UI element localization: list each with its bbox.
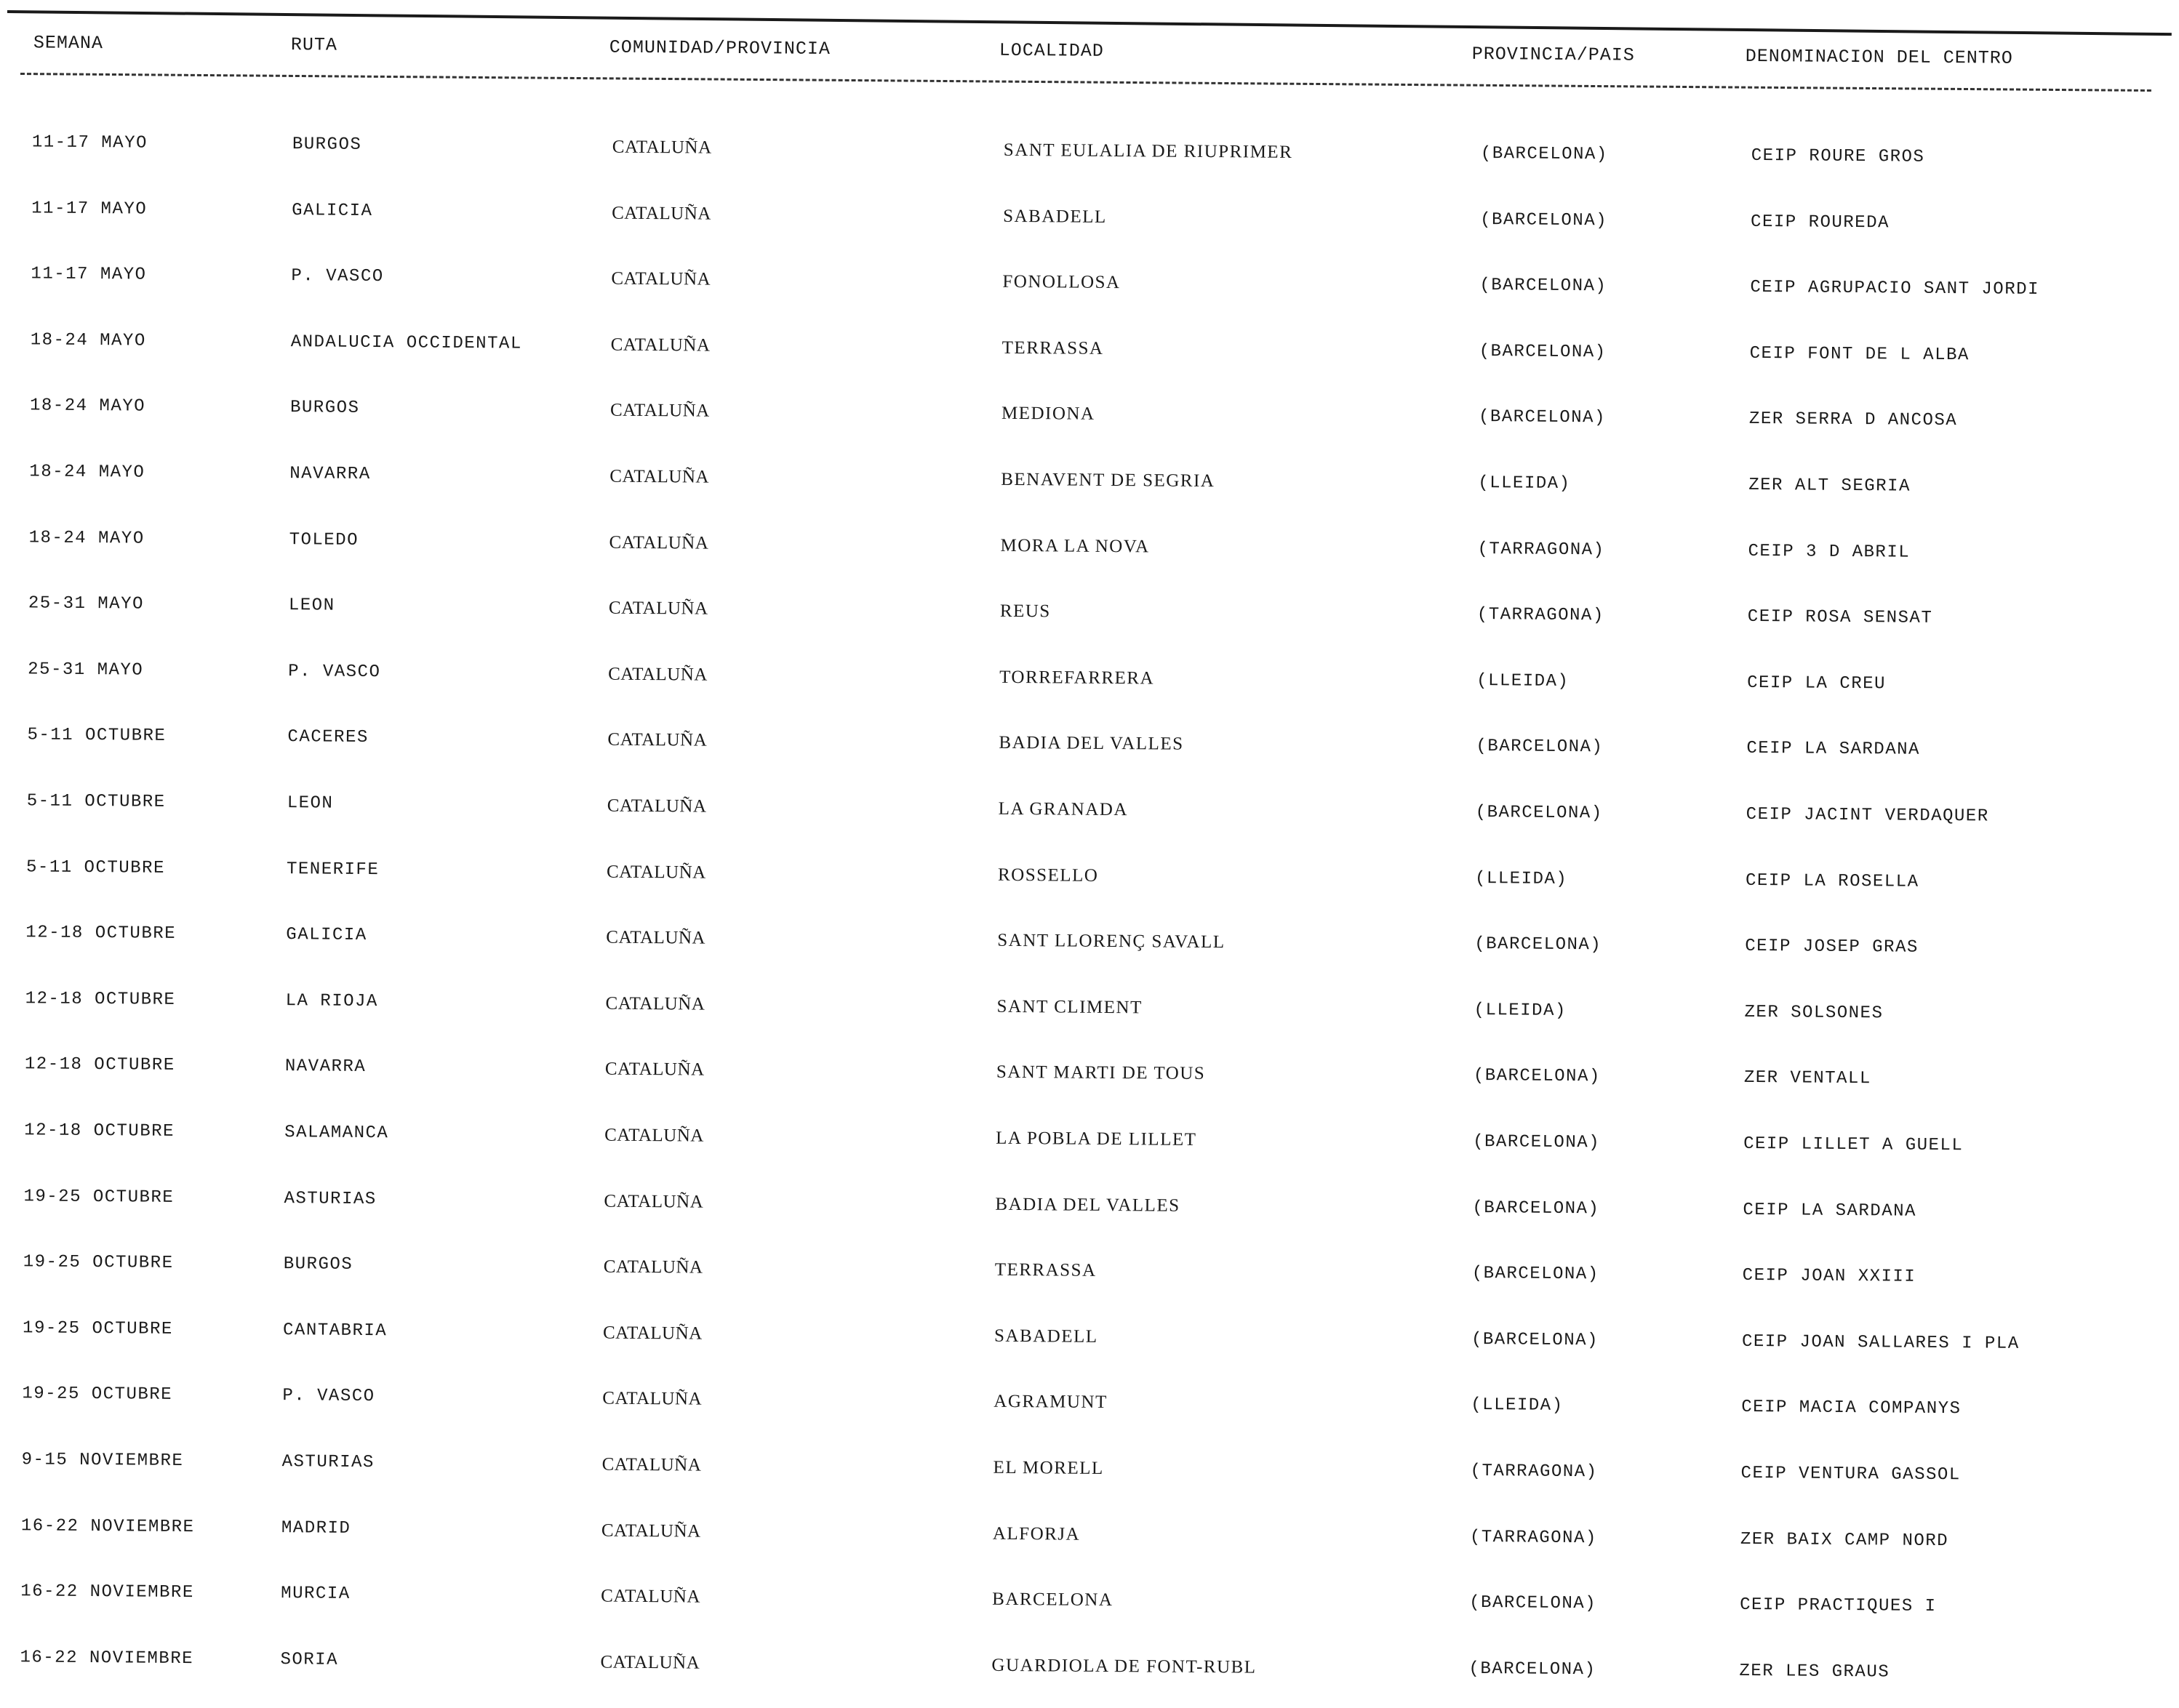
cell-centro: CEIP VENTURA GASSOL <box>1740 1463 1961 1486</box>
table-row <box>0 725 2175 786</box>
cell-comunidad: CATALUÑA <box>606 927 706 948</box>
cell-semana: 9-15 NOVIEMBRE <box>21 1450 184 1472</box>
table-row <box>0 330 2178 391</box>
cell-semana: 16-22 NOVIEMBRE <box>20 1515 195 1537</box>
table-row <box>0 462 2176 523</box>
cell-ruta: LA RIOJA <box>285 990 378 1011</box>
cell-comunidad: CATALUÑA <box>607 795 707 817</box>
cell-semana: 19-25 OCTUBRE <box>22 1384 173 1406</box>
cell-comunidad: CATALUÑA <box>601 1586 701 1607</box>
cell-localidad: TORREFARRERA <box>999 667 1155 689</box>
table-body <box>0 132 2179 1705</box>
table-row <box>0 1648 2167 1708</box>
cell-provincia: (BARCELONA) <box>1479 341 1607 363</box>
cell-semana: 19-25 OCTUBRE <box>23 1252 174 1274</box>
cell-centro: CEIP 3 D ABRIL <box>1748 541 1911 563</box>
cell-localidad: SANT LLORENÇ SAVALL <box>997 930 1226 953</box>
cell-comunidad: CATALUÑA <box>608 598 708 619</box>
cell-localidad: BENAVENT DE SEGRIA <box>1001 469 1215 492</box>
cell-centro: CEIP ROURE GROS <box>1751 145 1925 167</box>
table-row <box>0 593 2175 654</box>
cell-centro: CEIP MACIA COMPANYS <box>1741 1398 1962 1419</box>
cell-localidad: SANT MARTI DE TOUS <box>996 1062 1206 1084</box>
cell-comunidad: CATALUÑA <box>602 1388 703 1410</box>
cell-ruta: ASTURIAS <box>281 1452 375 1473</box>
header-ruta: RUTA <box>290 34 338 56</box>
cell-centro: CEIP LA SARDANA <box>1743 1200 1917 1222</box>
table-row <box>0 528 2176 589</box>
cell-localidad: REUS <box>999 601 1051 622</box>
cell-provincia: (LLEIDA) <box>1474 868 1568 889</box>
table-row <box>0 1581 2167 1643</box>
cell-localidad: SABADELL <box>993 1326 1098 1347</box>
cell-localidad: LA POBLA DE LILLET <box>996 1128 1197 1150</box>
cell-semana: 12-18 OCTUBRE <box>25 923 177 945</box>
table-row <box>0 1252 2170 1313</box>
cell-ruta: BURGOS <box>289 398 360 419</box>
cell-semana: 5-11 OCTUBRE <box>25 857 165 878</box>
cell-localidad: SANT EULALIA DE RIUPRIMER <box>1003 140 1293 162</box>
table-row <box>0 1120 2171 1182</box>
table-row <box>0 791 2174 852</box>
cell-ruta: NAVARRA <box>289 464 371 485</box>
cell-provincia: (BARCELONA) <box>1471 1264 1599 1285</box>
cell-comunidad: CATALUÑA <box>608 664 708 685</box>
cell-localidad: MEDIONA <box>1001 404 1095 425</box>
header-provincia: PROVINCIA/PAIS <box>1471 43 1635 66</box>
cell-semana: 25-31 MAYO <box>28 659 144 681</box>
cell-centro: ZER BAIX CAMP NORD <box>1740 1529 1949 1551</box>
cell-localidad: ALFORJA <box>992 1523 1081 1544</box>
header-comunidad: COMUNIDAD/PROVINCIA <box>609 36 831 60</box>
cell-semana: 12-18 OCTUBRE <box>24 1054 175 1076</box>
table-row <box>0 923 2172 984</box>
cell-provincia: (BARCELONA) <box>1471 1329 1599 1351</box>
cell-ruta: LEON <box>288 596 335 616</box>
cell-localidad: FONOLLOSA <box>1002 272 1121 293</box>
cell-localidad: TERRASSA <box>994 1259 1097 1281</box>
cell-centro: ZER SOLSONES <box>1744 1002 1884 1024</box>
cell-centro: CEIP ROSA SENSAT <box>1747 607 1933 629</box>
cell-localidad: LA GRANADA <box>998 798 1129 820</box>
cell-semana: 16-22 NOVIEMBRE <box>20 1581 194 1603</box>
cell-centro: CEIP JOAN SALLARES I PLA <box>1741 1331 2020 1354</box>
table-row <box>0 1187 2171 1248</box>
cell-provincia: (BARCELONA) <box>1480 209 1608 230</box>
cell-provincia: (TARRAGONA) <box>1476 605 1604 626</box>
cell-centro: CEIP LA CREU <box>1747 673 1887 694</box>
cell-ruta: NAVARRA <box>284 1057 367 1078</box>
cell-comunidad: CATALUÑA <box>609 400 710 422</box>
table-row <box>0 659 2175 721</box>
cell-ruta: TENERIFE <box>286 859 380 880</box>
table-row <box>0 132 2179 193</box>
cell-provincia: (BARCELONA) <box>1478 407 1607 428</box>
cell-localidad: BADIA DEL VALLES <box>999 733 1184 755</box>
cell-provincia: (BARCELONA) <box>1476 737 1604 758</box>
cell-provincia: (TARRAGONA) <box>1469 1527 1597 1548</box>
cell-ruta: P. VASCO <box>288 661 381 682</box>
cell-ruta: GALICIA <box>292 200 373 221</box>
cell-comunidad: CATALUÑA <box>612 137 712 158</box>
cell-comunidad: CATALUÑA <box>604 1191 704 1212</box>
cell-semana: 11-17 MAYO <box>31 198 148 220</box>
cell-provincia: (BARCELONA) <box>1475 802 1603 824</box>
cell-semana: 19-25 OCTUBRE <box>23 1186 175 1208</box>
table-row <box>0 396 2177 457</box>
cell-localidad: ROSSELLO <box>997 865 1099 886</box>
cell-centro: ZER VENTALL <box>1743 1068 1871 1089</box>
cell-provincia: (LLEIDA) <box>1474 1000 1567 1021</box>
cell-semana: 18-24 MAYO <box>30 330 146 351</box>
cell-centro: CEIP PRACTIQUES I <box>1740 1595 1937 1617</box>
cell-comunidad: CATALUÑA <box>612 203 711 224</box>
top-rule <box>7 10 2172 36</box>
cell-semana: 18-24 MAYO <box>29 396 146 417</box>
cell-provincia: (LLEIDA) <box>1478 473 1571 494</box>
table-row <box>0 989 2172 1050</box>
cell-comunidad: CATALUÑA <box>600 1652 700 1673</box>
cell-provincia: (BARCELONA) <box>1468 1659 1596 1680</box>
cell-comunidad: CATALUÑA <box>610 334 711 356</box>
table-row <box>0 1450 2169 1511</box>
cell-semana: 11-17 MAYO <box>31 132 148 153</box>
table-row <box>0 1054 2172 1115</box>
header-centro: DENOMINACION DEL CENTRO <box>1745 45 2013 69</box>
cell-provincia: (BARCELONA) <box>1479 276 1607 297</box>
cell-ruta: P. VASCO <box>282 1386 375 1407</box>
cell-ruta: LEON <box>287 793 334 814</box>
cell-centro: CEIP JACINT VERDAQUER <box>1746 804 1989 827</box>
cell-centro: CEIP FONT DE L ALBA <box>1749 343 1970 366</box>
cell-comunidad: CATALUÑA <box>602 1323 703 1344</box>
table-row <box>0 857 2173 918</box>
cell-comunidad: CATALUÑA <box>604 1125 705 1146</box>
cell-semana: 11-17 MAYO <box>31 264 147 285</box>
cell-provincia: (BARCELONA) <box>1480 143 1608 165</box>
cell-semana: 12-18 OCTUBRE <box>24 1120 175 1142</box>
cell-semana: 5-11 OCTUBRE <box>27 725 167 747</box>
cell-localidad: MORA LA NOVA <box>1000 535 1150 557</box>
cell-localidad: SABADELL <box>1003 206 1107 227</box>
cell-localidad: AGRAMUNT <box>993 1392 1108 1413</box>
cell-provincia: (TARRAGONA) <box>1470 1461 1598 1483</box>
cell-comunidad: CATALUÑA <box>609 466 710 487</box>
cell-semana: 18-24 MAYO <box>29 462 145 483</box>
table-row <box>0 1516 2168 1577</box>
cell-localidad: TERRASSA <box>1001 337 1104 358</box>
cell-ruta: SORIA <box>280 1649 339 1670</box>
cell-comunidad: CATALUÑA <box>607 729 708 751</box>
cell-comunidad: CATALUÑA <box>601 1520 701 1541</box>
cell-ruta: GALICIA <box>286 925 367 946</box>
cell-provincia: (LLEIDA) <box>1476 670 1570 691</box>
table-header <box>0 32 2179 93</box>
cell-localidad: SANT CLIMENT <box>996 996 1143 1018</box>
cell-centro: ZER ALT SEGRIA <box>1748 475 1911 497</box>
cell-provincia: (LLEIDA) <box>1471 1395 1564 1416</box>
table-row <box>0 1384 2169 1445</box>
cell-semana: 19-25 OCTUBRE <box>22 1318 173 1339</box>
cell-centro: CEIP JOAN XXIII <box>1742 1266 1916 1287</box>
cell-ruta: SALAMANCA <box>284 1123 389 1144</box>
cell-comunidad: CATALUÑA <box>601 1454 702 1475</box>
cell-centro: CEIP JOSEP GRAS <box>1745 937 1919 958</box>
cell-provincia: (BARCELONA) <box>1473 1131 1601 1153</box>
header-semana: SEMANA <box>33 32 104 55</box>
cell-ruta: P. VASCO <box>291 266 384 287</box>
cell-ruta: MADRID <box>281 1517 351 1539</box>
cell-semana: 12-18 OCTUBRE <box>25 989 176 1010</box>
cell-comunidad: CATALUÑA <box>604 1059 705 1080</box>
cell-ruta: TOLEDO <box>289 529 359 550</box>
cell-semana: 16-22 NOVIEMBRE <box>20 1648 194 1669</box>
header-localidad: LOCALIDAD <box>999 39 1104 62</box>
cell-centro: ZER LES GRAUS <box>1739 1661 1890 1683</box>
cell-provincia: (BARCELONA) <box>1472 1198 1600 1219</box>
cell-semana: 5-11 OCTUBRE <box>26 791 166 812</box>
cell-ruta: ASTURIAS <box>284 1188 377 1209</box>
cell-centro: ZER SERRA D ANCOSA <box>1748 409 1958 431</box>
table-row <box>0 264 2178 325</box>
cell-centro: CEIP LA SARDANA <box>1746 739 1921 761</box>
table-row <box>0 1318 2170 1379</box>
cell-provincia: (BARCELONA) <box>1473 1066 1601 1087</box>
cell-ruta: CANTABRIA <box>282 1320 388 1342</box>
cell-semana: 25-31 MAYO <box>28 593 145 614</box>
cell-localidad: EL MORELL <box>993 1457 1104 1478</box>
cell-comunidad: CATALUÑA <box>603 1256 703 1278</box>
cell-comunidad: CATALUÑA <box>611 268 711 289</box>
cell-ruta: ANDALUCIA OCCIDENTAL <box>290 332 522 354</box>
cell-ruta: MURCIA <box>281 1584 351 1605</box>
table-row <box>0 199 2178 260</box>
cell-provincia: (BARCELONA) <box>1474 934 1602 955</box>
cell-comunidad: CATALUÑA <box>605 993 705 1014</box>
cell-provincia: (BARCELONA) <box>1469 1593 1597 1614</box>
cell-localidad: BARCELONA <box>992 1589 1114 1611</box>
cell-comunidad: CATALUÑA <box>609 532 709 553</box>
cell-ruta: BURGOS <box>292 135 362 155</box>
cell-localidad: BADIA DEL VALLES <box>995 1194 1180 1216</box>
cell-centro: CEIP ROUREDA <box>1751 212 1890 233</box>
cell-provincia: (TARRAGONA) <box>1477 539 1605 560</box>
cell-comunidad: CATALUÑA <box>606 862 706 883</box>
cell-ruta: BURGOS <box>283 1254 353 1275</box>
cell-semana: 18-24 MAYO <box>28 527 145 549</box>
cell-centro: CEIP LA ROSELLA <box>1745 870 1919 892</box>
cell-localidad: GUARDIOLA DE FONT-RUBL <box>991 1655 1257 1677</box>
cell-centro: CEIP LILLET A GUELL <box>1743 1134 1964 1156</box>
cell-centro: CEIP AGRUPACIO SANT JORDI <box>1750 278 2040 300</box>
cell-ruta: CACERES <box>287 727 369 748</box>
